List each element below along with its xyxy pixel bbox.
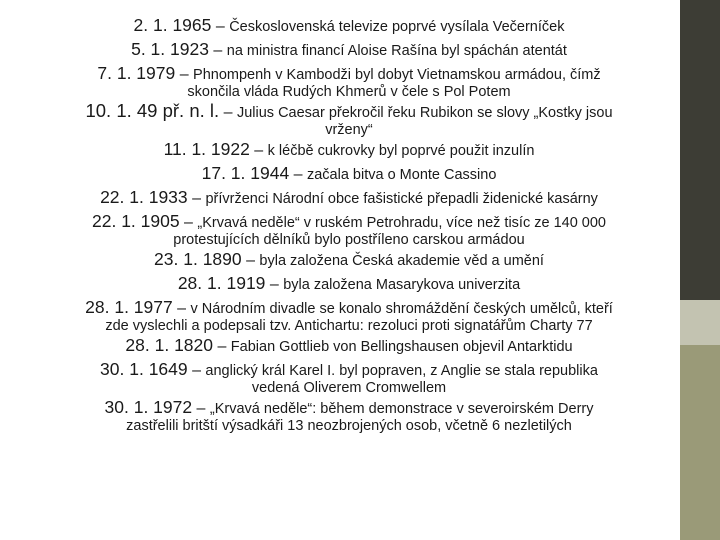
event-date: 23. 1. 1890 — [154, 249, 242, 269]
event-text: „Krvavá neděle“ v ruském Petrohradu, více než tisíc ze 140 000 — [197, 215, 606, 231]
event-text: začala bitva o Monte Cassino — [306, 167, 497, 183]
event-separator: – — [175, 66, 194, 83]
decorative-side-bar — [680, 0, 720, 540]
event-text-continuation: vedená Oliverem Cromwellem — [251, 380, 447, 396]
event-date: 28. 1. 1919 — [177, 273, 266, 293]
event-entry — [20, 272, 678, 296]
event-entry — [20, 186, 678, 210]
event-text: byla založena Česká akademie věd a umění — [259, 253, 544, 269]
event-separator: – — [213, 338, 231, 355]
event-date: 7. 1. 1979 — [97, 63, 176, 83]
side-bar-light-segment — [680, 300, 720, 345]
event-text-continuation: protestujících dělníků bylo postříleno carskou armádou — [173, 232, 525, 248]
event-text: „Krvavá neděle“: během demonstrace v severoirském Derry — [209, 401, 594, 417]
event-entry — [20, 38, 678, 62]
event-entry — [20, 100, 678, 138]
side-bar-olive-segment — [680, 345, 720, 540]
event-separator: – — [241, 252, 260, 269]
event-entry — [20, 210, 678, 248]
event-text: byla založena Masarykova univerzita — [283, 277, 521, 293]
event-text-continuation: zastřelili britští výsadkáři 13 neozbrojených osob, včetně 6 nezletilých — [126, 418, 572, 434]
event-entry — [20, 334, 678, 358]
event-text: k léčbě cukrovky byl poprvé použit inzulín — [267, 143, 535, 159]
event-date: 22. 1. 1905 — [92, 211, 180, 231]
side-bar-dark-segment — [680, 0, 720, 300]
event-separator: – — [208, 42, 227, 59]
event-text: na ministra financí Aloise Rašína byl spáchán atentát — [226, 43, 567, 59]
event-date: 2. 1. 1965 — [133, 15, 212, 35]
event-entry — [20, 396, 678, 434]
event-text-continuation: skončila vláda Rudých Khmerů v čele s Pol Potem — [187, 84, 511, 100]
event-date: 28. 1. 1977 — [85, 297, 173, 317]
event-separator: – — [265, 276, 284, 293]
event-text-continuation: zde vyslechli a podepsali tzv. Antichartu: rezoluci proti signatářům Charty 77 — [105, 318, 593, 334]
event-entry — [20, 14, 678, 38]
event-separator: – — [249, 142, 268, 159]
event-text: přívrženci Národní obce fašistické přepadli židenické kasárny — [205, 191, 598, 207]
event-text: v Národním divadle se konalo shromáždění českých umělců, kteří — [190, 301, 613, 317]
event-text: Československá televize poprvé vysílala Večerníček — [229, 19, 565, 35]
event-text: anglický král Karel I. byl popraven, z Anglie se stala republika — [205, 363, 598, 379]
event-text-continuation: vrženy“ — [325, 122, 373, 138]
event-separator: – — [289, 166, 307, 183]
event-separator: – — [172, 300, 191, 317]
event-separator: – — [187, 362, 206, 379]
events-list — [20, 14, 678, 434]
event-separator: – — [187, 190, 206, 207]
event-text: Julius Caesar překročil řeku Rubikon se slovy „Kostky jsou — [236, 105, 613, 121]
event-date: 30. 1. 1649 — [100, 359, 188, 379]
event-date: 5. 1. 1923 — [131, 39, 209, 59]
event-entry — [20, 162, 678, 186]
event-separator: – — [179, 214, 198, 231]
event-date: 28. 1. 1820 — [125, 335, 213, 355]
event-separator: – — [211, 18, 230, 35]
event-separator: – — [219, 104, 237, 121]
event-date: 10. 1. 49 př. n. l. — [85, 100, 220, 121]
event-text: Fabian Gottlieb von Bellingshausen objevil Antarktidu — [230, 339, 573, 355]
event-entry — [20, 248, 678, 272]
event-text: Phnompenh v Kambodži byl dobyt Vietnamskou armádou, čímž — [193, 67, 601, 83]
event-date: 30. 1. 1972 — [104, 397, 193, 417]
event-entry — [20, 138, 678, 162]
event-date: 17. 1. 1944 — [201, 163, 290, 183]
event-separator: – — [192, 400, 210, 417]
event-entry — [20, 62, 678, 100]
event-entry — [20, 358, 678, 396]
event-date: 11. 1. 1922 — [163, 139, 250, 159]
event-date: 22. 1. 1933 — [100, 187, 188, 207]
event-entry — [20, 296, 678, 334]
